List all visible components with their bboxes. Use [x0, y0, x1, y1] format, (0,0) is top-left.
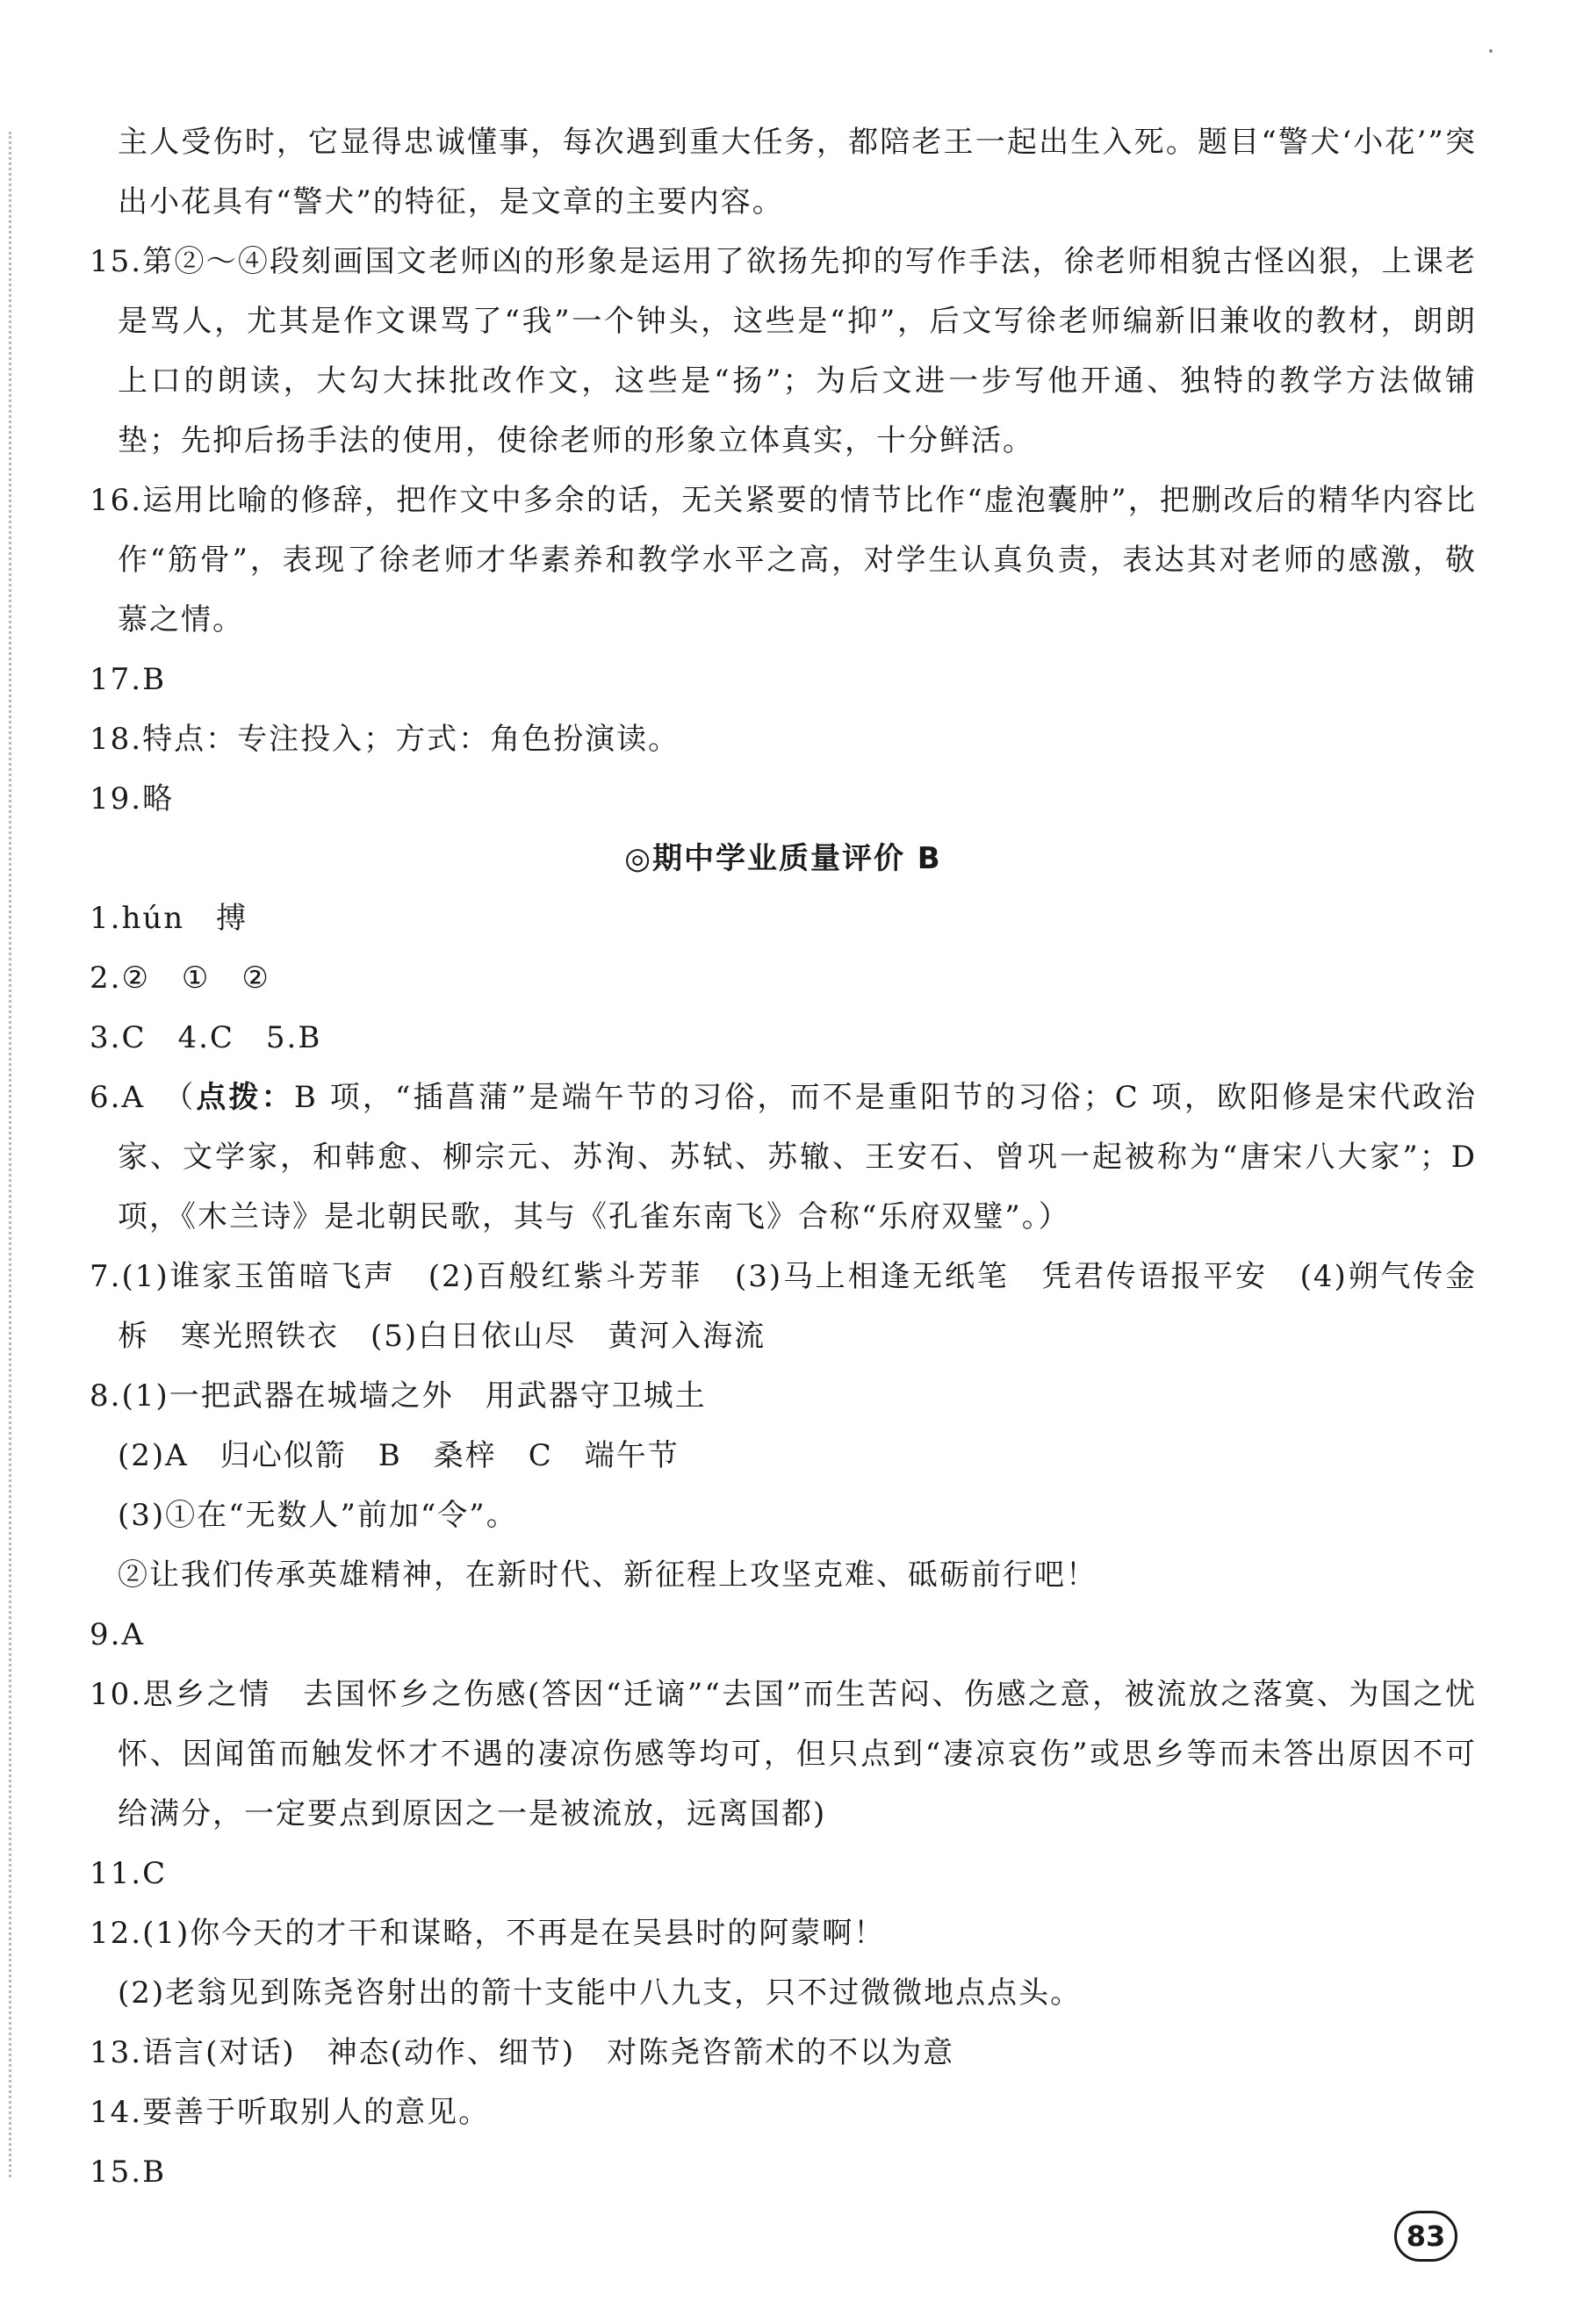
answer-17: 17.B [90, 662, 167, 697]
binding-margin-line [9, 132, 11, 2177]
answer-b-12-2: (2)老翁见到陈尧咨射出的箭十支能中八九支，只不过微微地点点头。 [118, 1975, 1083, 2011]
answer-b-8-3b: ②让我们传承英雄精神，在新时代、新征程上攻坚克难、砥砺前行吧！ [118, 1558, 1097, 1593]
answer-b-11: 11.C [90, 1856, 168, 1891]
answer-18: 18.特点：专注投入；方式：角色扮演读。 [90, 722, 680, 757]
answer-6-prefix: 6.A （ [90, 1080, 197, 1115]
answer-b-8-2: (2)A 归心似箭 B 桑梓 C 端午节 [118, 1438, 680, 1473]
answer-b-1: 1.hún 搏 [90, 901, 248, 936]
answer-b-6 [90, 1068, 1477, 1247]
answer-15: 15.第②～④段刻画国文老师凶的形象是运用了欲扬先抑的写作手法，徐老师相貌古怪凶狠，上课老是骂人，尤其是作文课骂了“我”一个钟头，这些是“抑”，后文写徐老师编新旧兼收的教材，朗朗上口的朗读，大勾大抹批改作文，这些是“扬”；为后文进一步写他开通、独特的教学方法做铺垫；先抑后扬手法的使用，使徐老师的形象立体真实，十分鲜活。 [90, 244, 1477, 458]
answer-b-8-1: 8.(1)一把武器在城墙之外 用武器守卫城土 [90, 1378, 707, 1414]
section-title: ◎期中学业质量评价 B [624, 841, 942, 876]
answer-b-3-5: 3.C 4.C 5.B [90, 1020, 322, 1055]
answer-b-15: 15.B [90, 2155, 167, 2190]
answer-b-10: 10.思乡之情 去国怀乡之伤感(答因“迁谪”“去国”而生苦闷、伤感之意，被流放之落寞、为国之忧怀、因闻笛而触发怀才不遇的凄凉伤感等均可，但只点到“凄凉哀伤”或思乡等而未答出原因不可给满分，一定要点到原因之一是被流放，远离国都) [90, 1677, 1477, 1831]
scan-dot [1489, 49, 1493, 53]
answer-page [90, 112, 1477, 2202]
answer-b-8-3: (3)①在“无数人”前加“令”。 [118, 1498, 518, 1533]
answer-b-2: 2.② ① ② [90, 961, 270, 996]
answer-b-14: 14.要善于听取别人的意见。 [90, 2095, 491, 2130]
answer-16: 16.运用比喻的修辞，把作文中多余的话，无关紧要的情节比作“虚泡囊肿”，把删改后的精华内容比作“筋骨”，表现了徐老师才华素养和教学水平之高，对学生认真负责，表达其对老师的感激，敬慕之情。 [90, 483, 1477, 637]
page-number: 83 [1394, 2211, 1457, 2262]
answer-b-12-1: 12.(1)你今天的才干和谋略，不再是在吴县时的阿蒙啊！ [90, 1916, 886, 1951]
answer-b-9: 9.A [90, 1617, 145, 1652]
answer-19: 19.略 [90, 781, 175, 817]
answer-14-continued: 主人受伤时，它显得忠诚懂事，每次遇到重大任务，都陪老王一起出生入死。题目“警犬‘小花’”突出小花具有“警犬”的特征，是文章的主要内容。 [118, 125, 1477, 219]
answer-6-text: B 项，“插菖蒲”是端午节的习俗，而不是重阳节的习俗；C 项，欧阳修是宋代政治家、文学家，和韩愈、柳宗元、苏洵、苏轼、苏辙、王安石、曾巩一起被称为“唐宋八大家”；D 项，《木兰诗》是北朝民歌，其与《孔雀东南飞》合称“乐府双璧”。） [118, 1080, 1477, 1234]
answer-b-7: 7.(1)谁家玉笛暗飞声 (2)百般红紫斗芳菲 (3)马上相逢无纸笔 凭君传语报平安 (4)朔气传金柝 寒光照铁衣 (5)白日依山尽 黄河入海流 [90, 1259, 1477, 1354]
hint-label: 点拨： [196, 1080, 294, 1115]
answer-b-13: 13.语言(对话) 神态(动作、细节) 对陈尧咨箭术的不以为意 [90, 2035, 955, 2070]
